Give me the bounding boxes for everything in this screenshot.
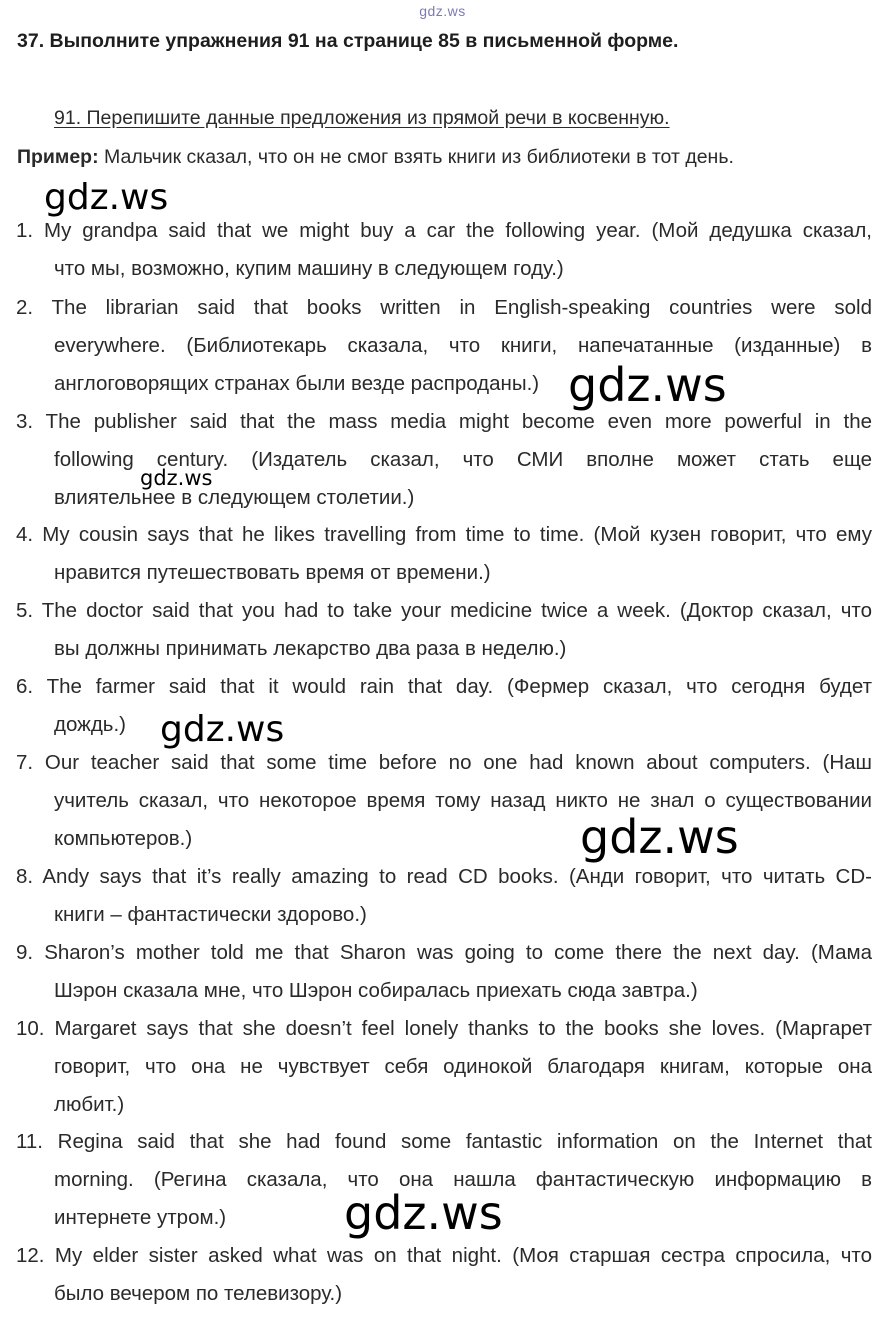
list-item — [16, 289, 872, 403]
list-item — [16, 744, 872, 864]
item-line: 7. Our teacher said that some time before no one had known about computers. (Наш — [16, 751, 872, 774]
item-line: Шэрон сказала мне, что Шэрон собиралась приехать сюда завтра.) — [54, 979, 698, 1002]
list-item — [16, 212, 872, 288]
item-line: 3. The publisher said that the mass media might become even more powerful in the — [16, 410, 872, 433]
watermark: gdz.ws — [160, 709, 285, 750]
item-line: дождь.) — [54, 713, 127, 736]
watermark: gdz.ws — [568, 358, 727, 412]
list-item — [16, 1010, 872, 1124]
exercise-heading: 91. Перепишите данные предложения из прямой речи в косвенную. — [54, 107, 670, 129]
item-line: англоговорящих странах были везде распроданы.) — [54, 372, 540, 395]
item-line: 1. My grandpa said that we might buy a car the following year. (Мой дедушка сказал, — [16, 219, 872, 242]
site-mark: gdz.ws — [419, 3, 466, 19]
item-line: 9. Sharon’s mother told me that Sharon was going to come there the next day. (Мама — [16, 941, 872, 964]
item-line: morning. (Регина сказала, что она нашла фантастическую информацию в — [54, 1168, 872, 1191]
item-line: книги – фантастически здорово.) — [54, 903, 367, 926]
example-line — [17, 146, 734, 169]
list-item — [16, 934, 872, 1010]
watermark: gdz.ws — [140, 466, 213, 490]
list-item — [16, 592, 872, 668]
list-item — [16, 668, 872, 744]
watermark: gdz.ws — [344, 1186, 503, 1240]
item-line: что мы, возможно, купим машину в следующем году.) — [54, 257, 564, 280]
item-line: everywhere. (Библиотекарь сказала, что книги, напечатанные (изданные) в — [54, 334, 872, 357]
item-line: 12. My elder sister asked what was on that night. (Моя старшая сестра спросила, что — [16, 1244, 872, 1267]
item-line: компьютеров.) — [54, 827, 193, 850]
list-item — [16, 858, 872, 934]
item-line: 6. The farmer said that it would rain that day. (Фермер сказал, что сегодня будет — [16, 675, 872, 698]
item-line: учитель сказал, что некоторое время тому назад никто не знал о существовании — [54, 789, 872, 812]
item-line: интернете утром.) — [54, 1206, 227, 1229]
item-line: 8. Andy says that it’s really amazing to read CD books. (Анди говорит, что читать CD- — [16, 865, 872, 888]
example-text: Мальчик сказал, что он не смог взять книги из библиотеки в тот день. — [98, 146, 734, 168]
item-line: following century. (Издатель сказал, что СМИ вполне может стать еще — [54, 448, 872, 471]
item-line: нравится путешествовать время от времени.) — [54, 561, 491, 584]
item-line: 5. The doctor said that you had to take your medicine twice a week. (Доктор сказал, что — [16, 599, 872, 622]
example-label: Пример: — [17, 146, 99, 168]
item-line: говорит, что она не чувствует себя одинокой благодаря книгам, которые она — [54, 1055, 872, 1078]
item-line: 11. Regina said that she had found some fantastic information on the Internet that — [16, 1130, 872, 1153]
item-line: вы должны принимать лекарство два раза в неделю.) — [54, 637, 567, 660]
list-item — [16, 1237, 872, 1313]
item-line: 4. My cousin says that he likes travelling from time to time. (Мой кузен говорит, что ему — [16, 523, 872, 546]
list-item — [16, 403, 872, 517]
item-line: 10. Margaret says that she doesn’t feel lonely thanks to the books she loves. (Маргарет — [16, 1017, 872, 1040]
item-line: любит.) — [54, 1093, 125, 1116]
item-line: влиятельнее в следующем столетии.) — [54, 486, 415, 509]
watermark: gdz.ws — [44, 177, 169, 218]
watermark: gdz.ws — [580, 810, 739, 864]
task-title: 37. Выполните упражнения 91 на странице 85 в письменной форме. — [17, 30, 679, 52]
item-line: 2. The librarian said that books written in English-speaking countries were sold — [16, 296, 872, 319]
item-line: было вечером по телевизору.) — [54, 1282, 343, 1305]
list-item — [16, 516, 872, 592]
